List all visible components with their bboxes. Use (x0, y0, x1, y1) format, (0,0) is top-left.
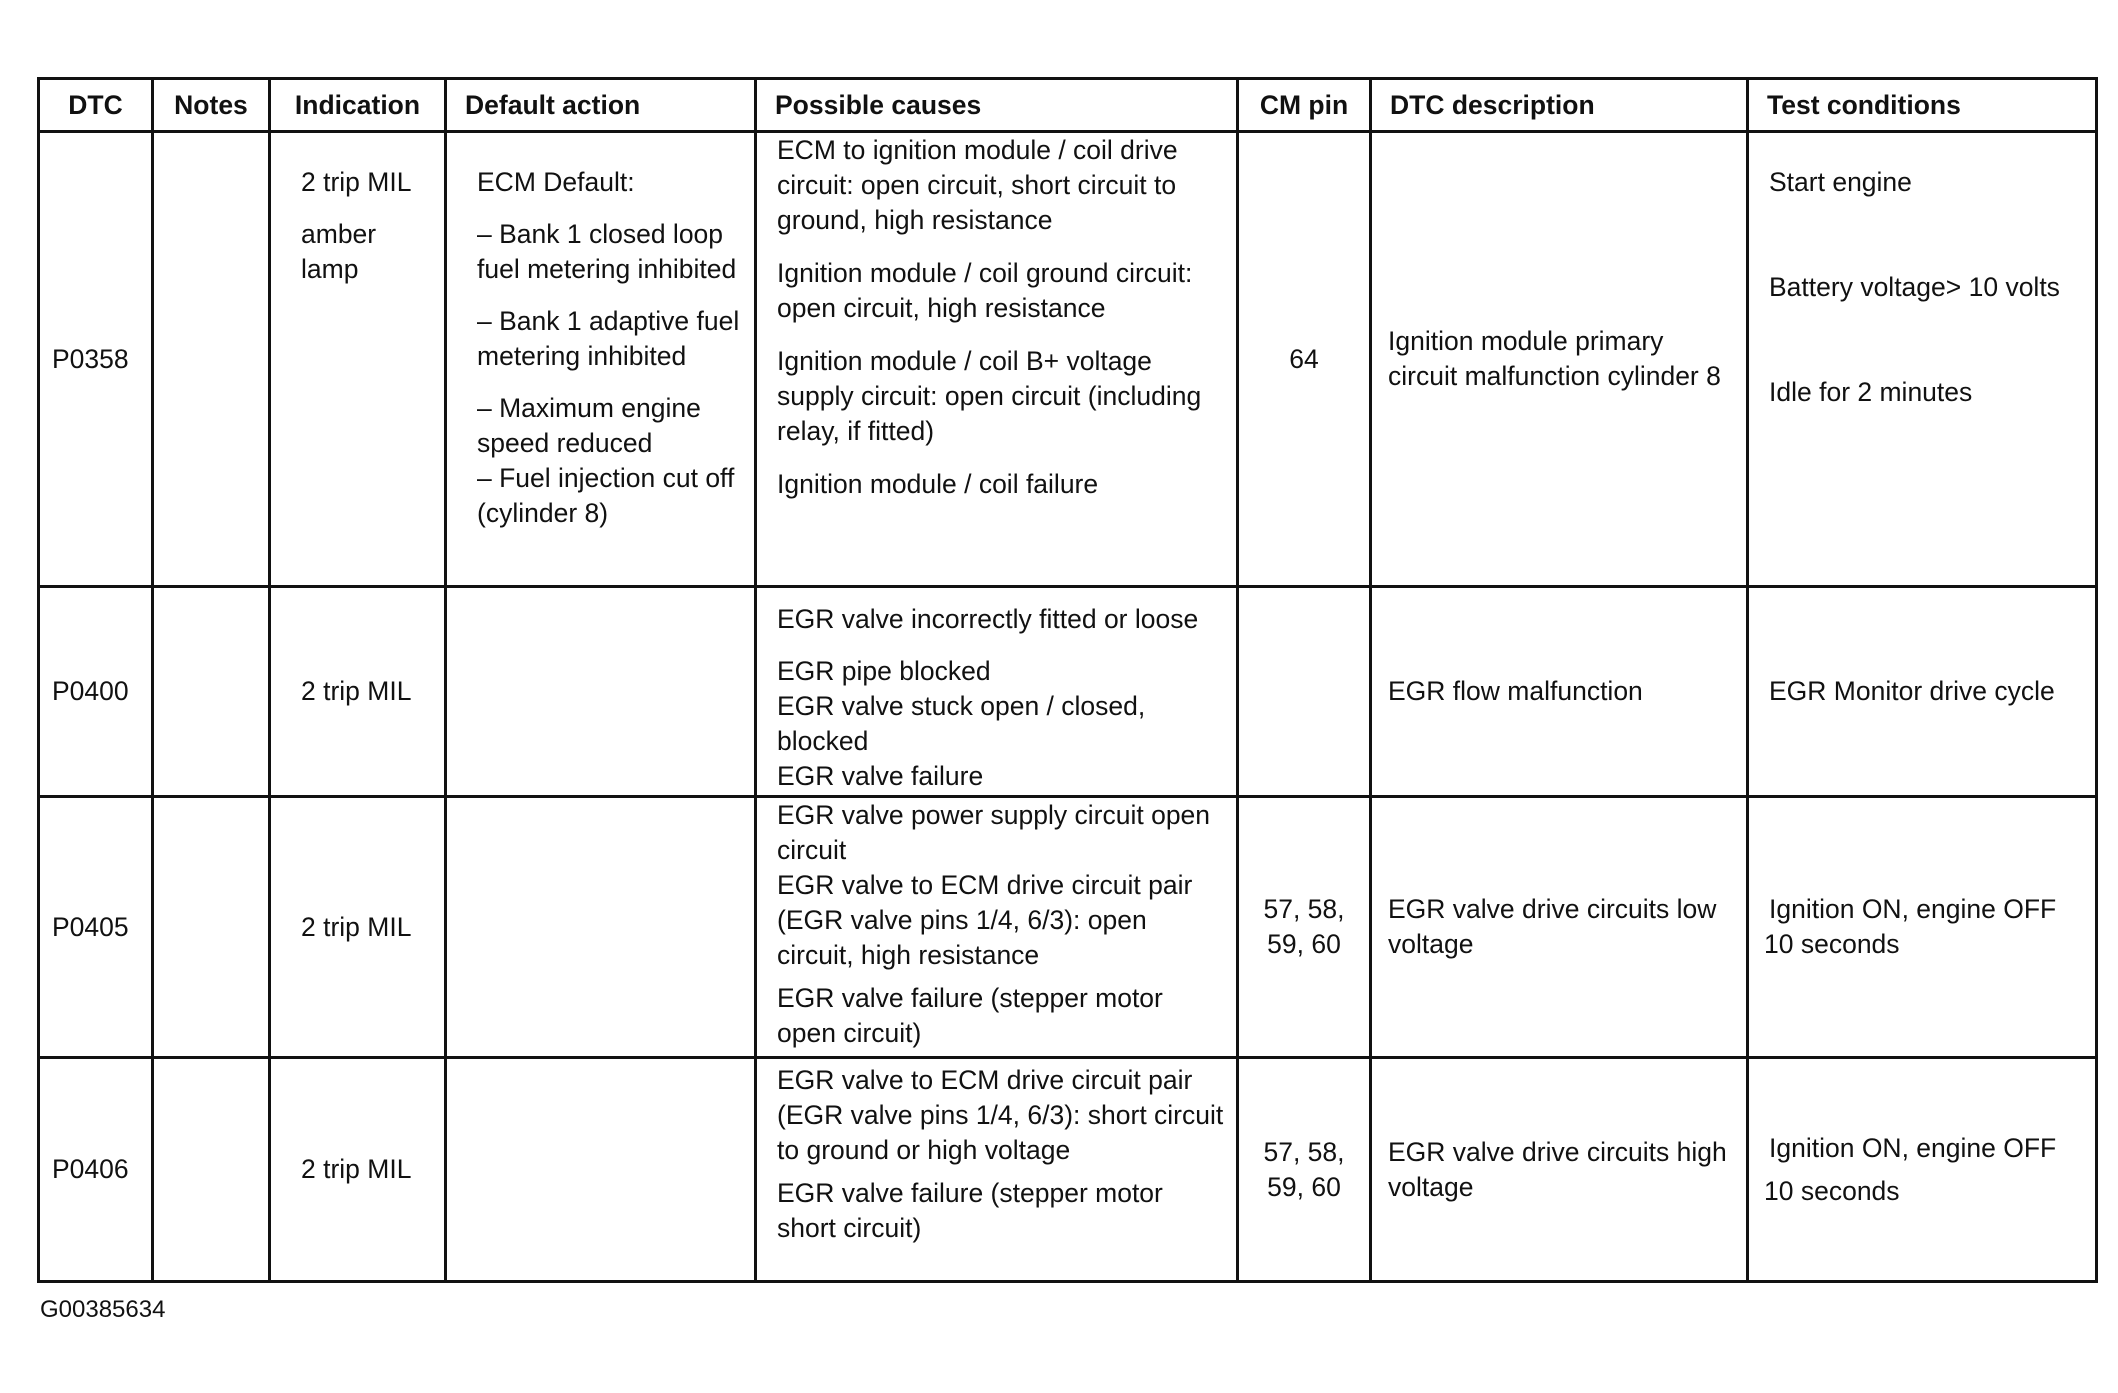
dtc-table (37, 77, 2098, 1283)
default-action-line: ECM Default: (477, 167, 635, 197)
dtc-code: P0406 (39, 1058, 153, 1282)
col-header-indication: Indication (270, 79, 446, 132)
dtc-description-cell: Ignition module primary circuit malfunction cylinder 8 (1371, 132, 1748, 587)
possible-causes-cell (756, 132, 1238, 587)
header-row (39, 79, 2097, 132)
dtc-code: P0405 (39, 797, 153, 1058)
default-action-cell (446, 1058, 756, 1282)
possible-causes-cell (756, 587, 1238, 797)
indication-line: 2 trip MIL (301, 167, 412, 197)
dtc-code: P0358 (39, 132, 153, 587)
cause-line: Ignition module / coil failure (777, 469, 1099, 499)
cause-line: EGR valve failure (777, 761, 984, 791)
test-condition-line: 10 seconds (1764, 929, 1900, 959)
table-row (39, 1058, 2097, 1282)
notes-cell (153, 587, 270, 797)
dtc-code: P0400 (39, 587, 153, 797)
cause-line: EGR valve failure (stepper motor short circuit) (777, 1178, 1163, 1243)
cm-pin-cell (1238, 587, 1371, 797)
dtc-description-cell: EGR valve drive circuits high voltage (1371, 1058, 1748, 1282)
cause-line: ECM to ignition module / coil drive circuit: open circuit, short circuit to ground, high resistance (777, 135, 1178, 235)
default-action-line: – Fuel injection cut off (cylinder 8) (477, 463, 735, 528)
cause-line: EGR valve failure (stepper motor open circuit) (777, 983, 1163, 1048)
notes-cell (153, 132, 270, 587)
notes-cell (153, 1058, 270, 1282)
default-action-line: – Bank 1 closed loop fuel metering inhibited (477, 219, 737, 284)
cm-pin-cell: 57, 58, 59, 60 (1238, 1058, 1371, 1282)
indication-cell (270, 797, 446, 1058)
cause-line: EGR pipe blocked (777, 656, 991, 686)
col-header-test-conditions: Test conditions (1748, 79, 2097, 132)
test-condition-line: EGR Monitor drive cycle (1769, 676, 2055, 706)
col-header-cm-pin: CM pin (1238, 79, 1371, 132)
test-conditions-cell (1748, 132, 2097, 587)
default-action-line: – Maximum engine speed reduced (477, 393, 701, 458)
indication-line: 2 trip MIL (301, 1154, 412, 1184)
possible-causes-cell (756, 1058, 1238, 1282)
test-conditions-cell (1748, 1058, 2097, 1282)
cause-line: EGR valve to ECM drive circuit pair (EGR valve pins 1/4, 6/3): open circuit, high resistance (777, 870, 1193, 970)
default-action-line: – Bank 1 adaptive fuel metering inhibited (477, 306, 740, 371)
default-action-cell (446, 132, 756, 587)
test-condition-line: Ignition ON, engine OFF (1769, 894, 2057, 924)
col-header-dtc: DTC (39, 79, 153, 132)
table-row (39, 587, 2097, 797)
indication-cell (270, 587, 446, 797)
col-header-default-action: Default action (446, 79, 756, 132)
cm-pin-cell: 64 (1238, 132, 1371, 587)
cause-line: Ignition module / coil ground circuit: open circuit, high resistance (777, 258, 1193, 323)
test-condition-line: Idle for 2 minutes (1769, 377, 1973, 407)
col-header-possible-causes: Possible causes (756, 79, 1238, 132)
indication-line: 2 trip MIL (301, 676, 412, 706)
cm-pin-cell: 57, 58, 59, 60 (1238, 797, 1371, 1058)
dtc-description-cell: EGR flow malfunction (1371, 587, 1748, 797)
default-action-cell (446, 587, 756, 797)
figure-id-caption: G00385634 (40, 1296, 166, 1323)
cause-line: EGR valve stuck open / closed, blocked (777, 691, 1146, 756)
cause-line: Ignition module / coil B+ voltage supply circuit: open circuit (including relay, if fitted) (777, 346, 1202, 446)
indication-line: amber lamp (301, 219, 377, 284)
possible-causes-cell (756, 797, 1238, 1058)
dtc-description-cell: EGR valve drive circuits low voltage (1371, 797, 1748, 1058)
cause-line: EGR valve incorrectly fitted or loose (777, 604, 1199, 634)
col-header-notes: Notes (153, 79, 270, 132)
col-header-dtc-description: DTC description (1371, 79, 1748, 132)
test-condition-line: 10 seconds (1764, 1175, 1900, 1206)
default-action-cell (446, 797, 756, 1058)
cause-line: EGR valve to ECM drive circuit pair (EGR valve pins 1/4, 6/3): short circuit to ground or high voltage (777, 1065, 1224, 1165)
test-conditions-cell (1748, 797, 2097, 1058)
indication-line: 2 trip MIL (301, 911, 412, 942)
test-conditions-cell (1748, 587, 2097, 797)
notes-cell (153, 797, 270, 1058)
test-condition-line: Battery voltage> 10 volts (1769, 272, 2060, 302)
test-condition-line: Ignition ON, engine OFF (1769, 1132, 2057, 1163)
table-row (39, 132, 2097, 587)
indication-cell (270, 132, 446, 587)
table-row (39, 797, 2097, 1058)
indication-cell (270, 1058, 446, 1282)
test-condition-line: Start engine (1769, 167, 1912, 197)
cause-line: EGR valve power supply circuit open circuit (777, 800, 1211, 865)
